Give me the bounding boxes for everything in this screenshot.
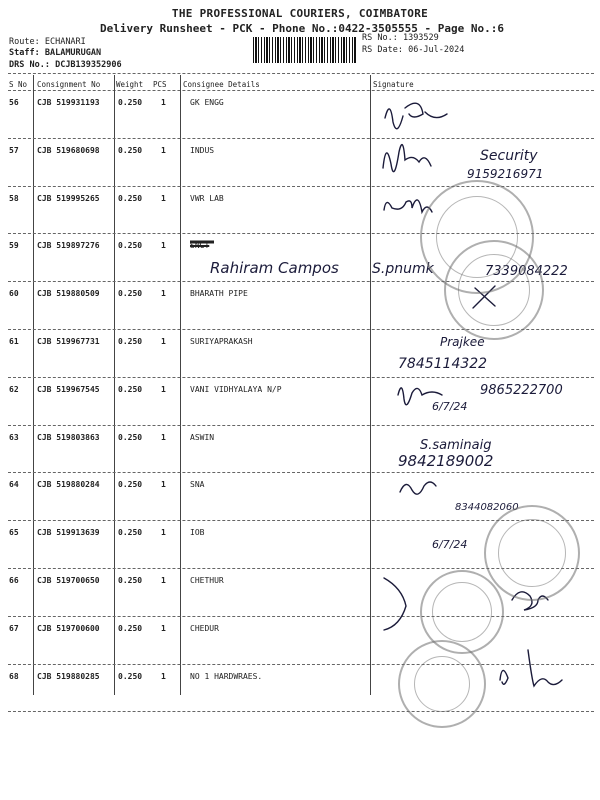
- rs-date-label: RS Date:: [362, 45, 403, 55]
- row-consignee: IOB: [190, 528, 205, 538]
- document-title: THE PROFESSIONAL COURIERS, COIMBATORE: [171, 7, 429, 20]
- row-weight: 0.250: [118, 145, 143, 155]
- row-pcs: 1: [161, 671, 166, 681]
- col-sno: S No: [9, 80, 28, 89]
- row-weight: 0.250: [118, 98, 143, 107]
- row-sno: 65: [9, 528, 19, 538]
- handwritten-date: 6/7/24: [432, 400, 468, 413]
- row-sno: 57: [9, 145, 19, 155]
- col-consignment: Consignment No: [37, 80, 101, 89]
- row-pcs: 1: [161, 193, 166, 203]
- row-consignment-no: CJB 519967731: [37, 337, 100, 346]
- row-weight: 0.250: [118, 623, 143, 633]
- row-consignee: INDUS: [190, 145, 215, 155]
- row-pcs: 1: [161, 528, 166, 538]
- signature-scribble: [383, 145, 431, 172]
- rs-no-label: RS No.:: [362, 33, 398, 43]
- row-pcs: 1: [161, 384, 166, 394]
- row-consignee: BHARATH PIPE: [190, 289, 248, 299]
- handwritten-phone: 7845114322: [398, 356, 488, 372]
- handwritten-phone: 8344082060: [455, 502, 519, 513]
- row-consignment-no: CJB 519880285: [37, 671, 100, 681]
- row-weight: 0.250: [118, 480, 143, 490]
- row-consignment-no: CJB 519803863: [37, 432, 100, 442]
- row-pcs: 1: [161, 576, 166, 585]
- handwritten-phone: 9159216971: [467, 167, 544, 181]
- row-consignee: CHETHUR: [190, 576, 224, 585]
- signature-scribble: [385, 103, 447, 129]
- row-sno: 59: [9, 241, 19, 251]
- row-sno: 58: [9, 193, 19, 203]
- handwritten-name: Prajkee: [440, 335, 485, 349]
- row-weight: 0.250: [118, 337, 143, 346]
- signature-scribble: [384, 578, 406, 630]
- row-consignment-no: CJB 519931193: [37, 98, 100, 107]
- row-sno: 62: [9, 384, 19, 394]
- row-consignment-no: CJB 519967545: [37, 384, 100, 394]
- col-signature: Signature: [373, 80, 414, 89]
- row-consignment-no: CJB 519897276: [37, 241, 100, 251]
- row-consignment-no: CJB 519700600: [37, 623, 100, 633]
- row-pcs: 1: [161, 432, 166, 442]
- row-pcs: 1: [161, 145, 166, 155]
- row-pcs: 1: [161, 623, 166, 633]
- row-weight: 0.250: [118, 576, 143, 585]
- row-consignee: ASWIN: [190, 432, 215, 442]
- rs-date-value: 06-Jul-2024: [408, 45, 465, 55]
- row-weight: 0.250: [118, 528, 143, 538]
- staff-value: BALAMURUGAN: [44, 48, 102, 58]
- row-pcs: 1: [161, 289, 166, 299]
- handwritten-phone: 7339084222: [485, 264, 568, 279]
- rs-no-value: 1393529: [402, 33, 439, 43]
- sna-stamp: [484, 505, 580, 601]
- route-value: ECHANARI: [44, 37, 86, 47]
- col-consignee: Consignee Details: [183, 80, 260, 89]
- handwritten-name: Rahiram Campos: [210, 259, 339, 277]
- row-pcs: 1: [161, 98, 166, 107]
- row-weight: 0.250: [118, 241, 143, 251]
- row-consignment-no: CJB 519880509: [37, 289, 100, 299]
- col-pcs: PCS: [153, 80, 167, 89]
- row-sno: 60: [9, 289, 19, 299]
- handwritten-note: Security: [480, 148, 538, 164]
- hardware-stamp: [398, 640, 486, 728]
- row-consignment-no: CJB 519700650: [37, 576, 100, 585]
- row-sno: 67: [9, 623, 19, 633]
- row-consignee: NO 1 HARDWRAES.: [190, 671, 263, 681]
- staff-label: Staff:: [9, 48, 40, 58]
- row-consignee: CHEDUR: [190, 623, 219, 633]
- row-pcs: 1: [161, 480, 166, 490]
- handwritten-phone: 9842189002: [398, 452, 494, 470]
- row-sno: 64: [9, 480, 19, 490]
- row-sno: 56: [9, 98, 19, 107]
- row-consignment-no: CJB 519913639: [37, 528, 100, 538]
- row-sno: 63: [9, 432, 19, 442]
- handwritten-name: S.saminaig: [420, 438, 492, 453]
- row-consignee: SNGT: [190, 241, 210, 251]
- route-label: Route:: [9, 37, 40, 47]
- runsheet-subtitle: Delivery Runsheet - PCK - Phone No.:0422-3505555 - Page No.:6: [100, 22, 504, 35]
- row-consignee: VWR LAB: [190, 193, 224, 203]
- row-pcs: 1: [161, 337, 166, 346]
- col-weight: Weight: [116, 80, 144, 89]
- row-sno: 66: [9, 576, 19, 585]
- vwr-lab-stamp-second: [444, 240, 544, 340]
- signature-scribble: [400, 482, 436, 494]
- row-sno: 68: [9, 671, 19, 681]
- row-consignment-no: CJB 519995265: [37, 193, 100, 203]
- row-consignment-no: CJB 519680698: [37, 145, 100, 155]
- drs-label: DRS No.:: [9, 60, 50, 70]
- row-weight: 0.250: [118, 384, 143, 394]
- row-sno: 61: [9, 337, 19, 346]
- handwritten-phone: 9865222700: [480, 383, 563, 398]
- signature-scribble: [384, 200, 432, 212]
- row-consignee: SURIYAPRAKASH: [190, 337, 253, 346]
- row-consignee: GK ENGG: [190, 98, 224, 107]
- signature-scribble: [500, 650, 562, 686]
- row-consignment-no: CJB 519880284: [37, 480, 100, 490]
- handwritten-signature: S.pnumk: [372, 261, 434, 277]
- row-weight: 0.250: [118, 193, 143, 203]
- row-weight: 0.250: [118, 289, 143, 299]
- drs-value: DCJB139352906: [55, 60, 122, 70]
- row-consignee: VANI VIDHYALAYA N/P: [190, 384, 282, 394]
- row-pcs: 1: [161, 241, 166, 251]
- row-weight: 0.250: [118, 671, 143, 681]
- row-weight: 0.250: [118, 432, 143, 442]
- row-consignee: SNA: [190, 480, 205, 490]
- handwritten-date: 6/7/24: [432, 538, 468, 551]
